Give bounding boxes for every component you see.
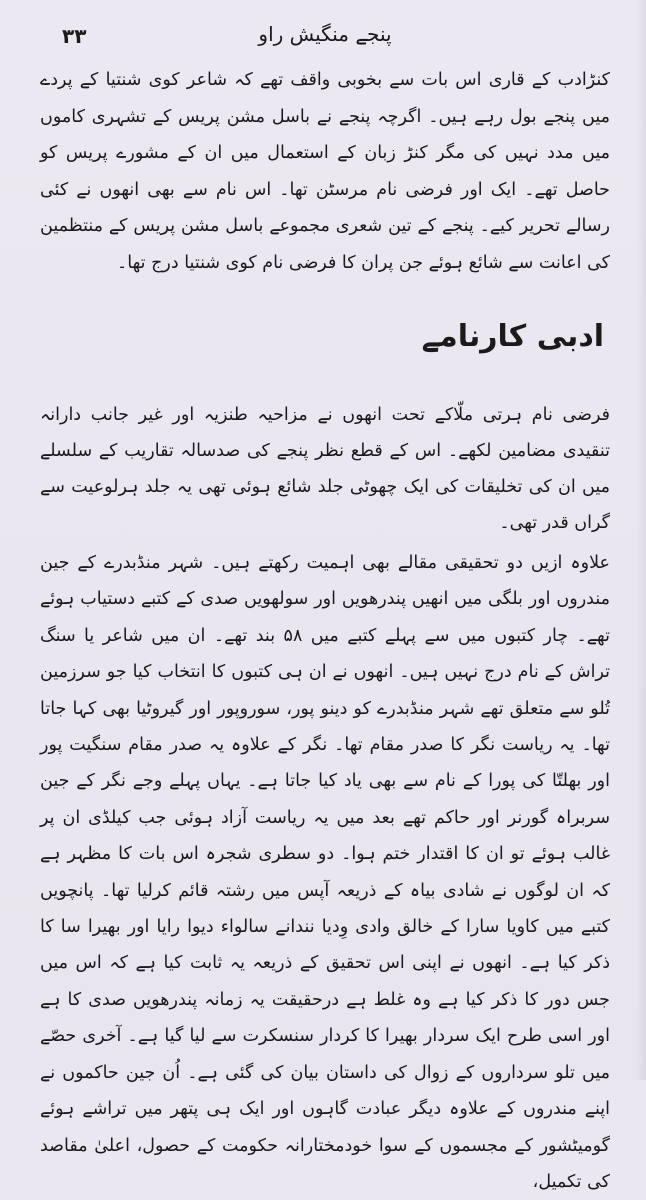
section-heading: ادبی کارنامے xyxy=(421,319,604,354)
page-number: ۳۳ xyxy=(62,24,87,48)
page-binding-shadow xyxy=(636,0,646,1080)
paragraph-intro: کنڑادب کے قاری اس بات سے بخوبی واقف تھے کہ شاعر کوی شنتیا کے پردے میں پنجے بول رہے ہیں۔ اگرچہ پنجے نے باسل مشن پریس کے تشہری کاموں میں مدد نہیں کی مگر کنڑ زبان کے استعمال میں ان کے مشورے پریس کو حاصل تھے۔ ایک اور فرضی نام مرسٹن تھا۔ اس نام سے بھی انھوں نے کئی رسالے تحریر کیے۔ پنجے کے تین شعری مجموعے باسل مشن پریس کے منتظمین کی اعانت سے شائع ہوئے جن پران کا فرضی نام کوی شنتیا درج تھا۔ xyxy=(40,70,610,273)
running-title: پنجے منگیش راو xyxy=(258,22,392,46)
paragraph-research: علاوہ ازیں دو تحقیقی مقالے بھی اہمیت رکھتے ہیں۔ شہر منڈبدرے کے جین مندروں اور بلگی میں انھیں پندرھویں اور سولھویں صدی کے کتبے دستیاب ہوئے تھے۔ چار کتبوں میں سے پہلے کتبے میں ۵۸ بند تھے۔ ان میں شاعر یا سنگ تراش کے نام درج نہیں ہیں۔ انھوں نے ان ہی کتبوں کا انتخاب کیا جو سرزمین تُلو سے متعلق تھے شہر منڈبدرے کو دینو پور، سوروپور اور گیروٹیا بھی کہا جاتا تھا۔ یہ ریاست نگر کا صدر مقام تھا۔ نگر کے علاوہ یہ صدر مقام سنگیت پور اور بھلتّا کی پورا کے نام سے بھی یاد کیا جاتا ہے۔ یہاں پہلے وجے نگر کے جین سربراہ گورنر اور حاکم تھے بعد میں یہ ریاست آزاد ہوئی جب کیلڈی ان پر غالب ہوئے تو ان کا اقتدار ختم ہوا۔ دو سطری شجرہ اس بات کا مظہر ہے کہ ان لوگوں نے شادی بیاہ کے ذریعہ آپس میں رشتہ قائم کرلیا تھا۔ پانچویں کتبے میں کاویا سارا کے خالق وادی وِدیا نندانے سالواء دیوا رایا اور بھیرا سا کا ذکر کیا ہے۔ انھوں نے اپنی اس تحقیق کے ذریعہ یہ ثابت کیا ہے کہ اس میں جس دور کا ذکر کیا ہے وہ غلط ہے درحقیقت یہ زمانہ پندرھویں صدی کا ہے اور اسی طرح ایک سردار بھیرا کا کردار سنسکرت سے لیا گیا ہے۔ آخری حصّے میں تلو سرداروں کے زوال کی داستان بیان کی گئی ہے۔ اُن جین حاکموں نے اپنے مندروں کے علاوہ دیگر عبادت گاہوں اور ایک ہی پتھر میں تراشے ہوئے گومیٹشور کے مجسموں کے سوا خودمختارانہ حکومت کے حصول، اعلیٰ مقاصد کی تکمیل، xyxy=(40,553,610,1192)
page-header xyxy=(40,22,610,56)
paragraph-pen-name: فرضی نام ہرتی ملّاکے تحت انھوں نے مزاحیہ طنزیہ اور غیر جانب دارانہ تنقیدی مضامین لکھے۔ اس کے قطع نظر پنجے کی صدسالہ تقاریب کے سلسلے میں ان کی تخلیقات کی ایک چھوٹی جلد شائع ہوئی تھی یہ جلد ہرلوعیت سے گراں قدر تھی۔ xyxy=(40,405,610,533)
